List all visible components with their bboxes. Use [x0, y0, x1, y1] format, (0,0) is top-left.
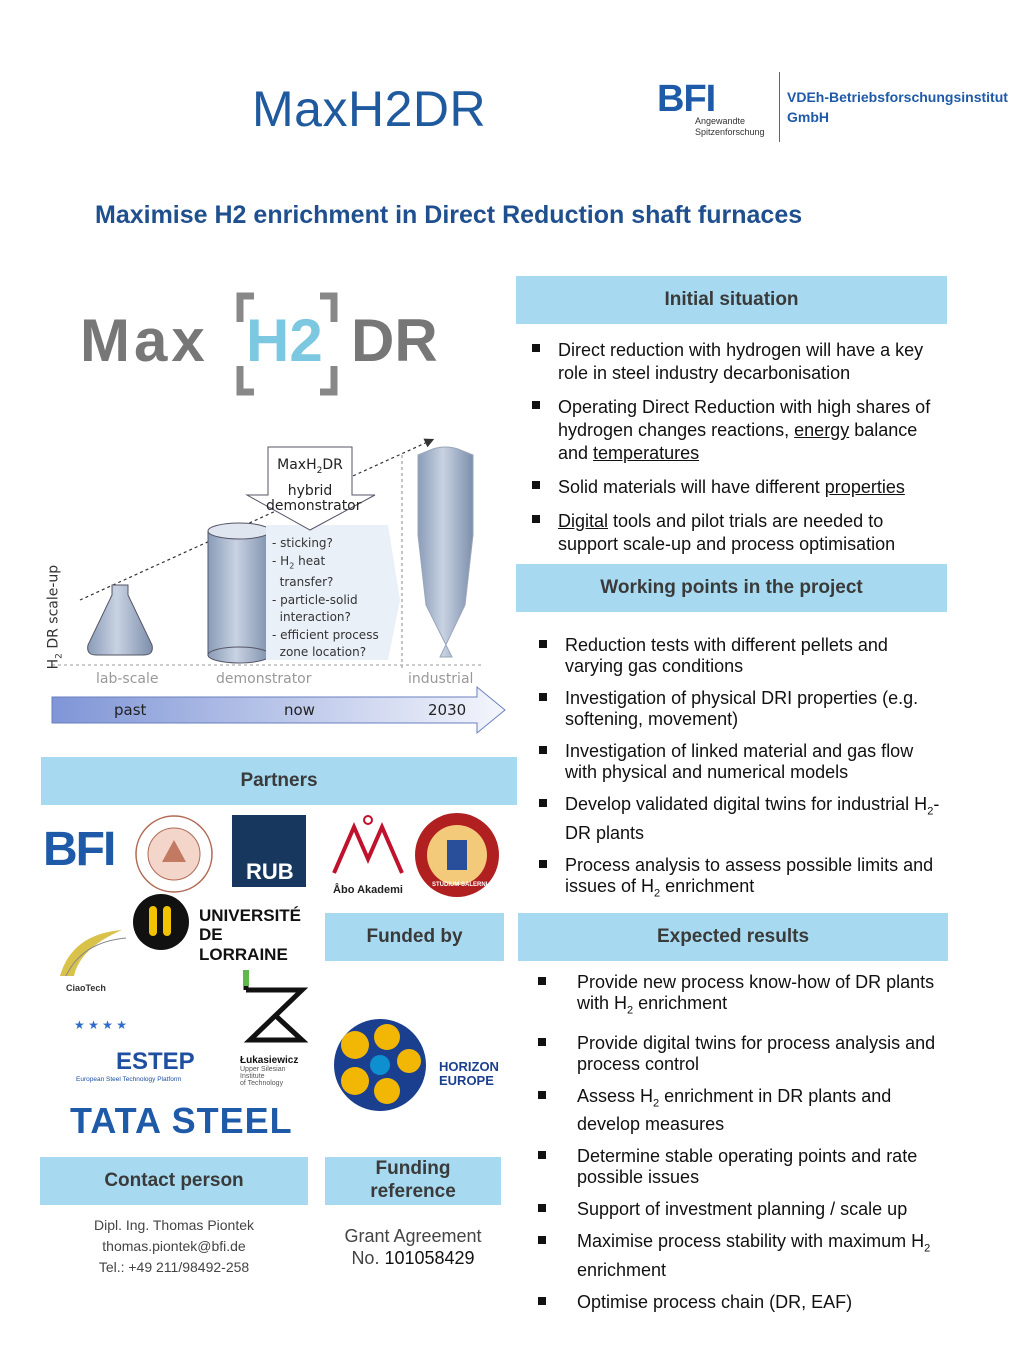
- item-underlined: temperatures: [593, 443, 700, 463]
- item-text: enrichment in DR plants and develop measures: [577, 1085, 892, 1135]
- list-item: Provide digital twins for process analysis and process control: [524, 1033, 944, 1075]
- partner-logo-tata: TATA STEEL: [70, 1100, 293, 1141]
- list-item: Direct reduction with hydrogen will have a key role in steel industry decarbonisation: [518, 339, 943, 385]
- partner-logo-abo-text: Åbo Akademi: [333, 884, 403, 896]
- time-now: now: [284, 701, 315, 719]
- partner-logo-ciaotech-text: CiaoTech: [66, 983, 106, 993]
- institute-name-2: GmbH: [787, 109, 829, 125]
- question-heat-sub: 2: [289, 560, 295, 570]
- institute-name-1: VDEh-Betriebsforschungsinstitut: [787, 89, 1008, 105]
- horizon-text-1: HORIZON: [439, 1059, 499, 1074]
- item-text: enrichment: [633, 993, 728, 1013]
- working-points-heading: Working points in the project: [516, 564, 947, 612]
- list-item: [518, 510, 943, 556]
- partner-logo-santanna: [128, 812, 220, 896]
- diagram-questions: - sticking? - $H_2$ heat transfer? - particle-solid interaction? - efficient process zone location?: [272, 536, 379, 660]
- horizon-europe-logo: [325, 1015, 505, 1115]
- item-underlined: properties: [824, 477, 905, 497]
- list-item: Support of investment planning / scale up: [524, 1199, 944, 1220]
- bfi-header-logo: [655, 72, 1008, 147]
- question-heat-c: transfer?: [279, 575, 334, 590]
- grant-number-value: 101058429: [384, 1248, 475, 1268]
- partner-logo-bfi: [43, 822, 114, 877]
- demonstrator-cylinder: [208, 531, 270, 655]
- contact-email[interactable]: thomas.piontek@bfi.de: [102, 1238, 246, 1254]
- question-sticking: sticking?: [280, 536, 333, 550]
- item-text: Develop validated digital twins for industrial H: [565, 794, 928, 814]
- contact-details: [40, 1215, 308, 1278]
- question-heat-a: H: [280, 553, 290, 568]
- header-divider: [779, 72, 780, 142]
- partner-logo-rub: [232, 815, 306, 887]
- list-item: Determine stable operating points and rate possible issues: [524, 1146, 944, 1188]
- list-item: [524, 972, 944, 1022]
- partners-heading: Partners: [41, 757, 517, 805]
- item-text: enrichment: [577, 1259, 667, 1280]
- grant-agreement-label: Grant Agreement: [344, 1226, 482, 1246]
- partner-logo-lorraine: [133, 894, 308, 964]
- list-item: Reduction tests with different pellets and varying gas conditions: [525, 635, 945, 677]
- question-particle-a: particle-solid: [280, 592, 358, 607]
- partner-logo-lorraine-line2: DE LORRAINE: [199, 925, 288, 964]
- y-axis-label-a: H: [45, 658, 62, 670]
- page-title: MaxH2DR: [252, 81, 487, 137]
- item-underlined: Digital: [558, 511, 609, 531]
- list-item: [524, 1231, 944, 1281]
- horizon-text-2: EUROPE: [439, 1073, 494, 1088]
- callout-line3: demonstrator: [266, 498, 362, 514]
- y-axis-label: [46, 529, 65, 669]
- bfi-tagline-1: Angewandte: [695, 116, 746, 126]
- list-item: Optimise process chain (DR, EAF): [524, 1292, 944, 1313]
- grant-number-prefix: No.: [351, 1248, 385, 1268]
- partner-logo-lorraine-line1: UNIVERSITÉ: [199, 906, 302, 925]
- lab-flask: [88, 585, 153, 655]
- bfi-tagline-2: Spitzenforschung: [695, 127, 765, 137]
- item-text: Maximise process stability with maximum H: [577, 1231, 925, 1252]
- project-logo-max: Max: [80, 307, 209, 374]
- project-logo: [80, 292, 440, 396]
- partner-logo-lukasiewicz-text: Łukasiewicz: [240, 1055, 299, 1066]
- list-item: Investigation of linked material and gas flow with physical and numerical models: [525, 741, 945, 783]
- partner-logo-lukasiewicz-sub3: of Technology: [240, 1080, 284, 1087]
- item-text: tools and pilot trials are needed to support scale-up and process optimisation: [558, 511, 896, 554]
- contact-name: Dipl. Ing. Thomas Piontek: [93, 1217, 255, 1233]
- list-item: [525, 855, 945, 905]
- funded-by-heading: Funded by: [325, 913, 504, 961]
- bfi-mark: BFI: [657, 78, 716, 120]
- question-zone-b: zone location?: [279, 645, 367, 660]
- callout-sub: 2: [316, 465, 323, 476]
- contact-heading: Contact person: [40, 1157, 308, 1205]
- item-text: -DR plants: [565, 794, 940, 843]
- expected-results-heading: Expected results: [518, 913, 948, 961]
- item-text: Provide new process know-how of DR plants with H: [577, 972, 935, 1013]
- list-item: [518, 396, 943, 465]
- industrial-furnace: [418, 447, 473, 657]
- item-sub: 2: [924, 1242, 931, 1255]
- partner-logo-lukasiewicz-sub2: Institute: [240, 1073, 265, 1080]
- grant-number: [325, 1247, 501, 1269]
- item-text: Solid materials will have different: [558, 477, 825, 497]
- stage-industrial: industrial: [408, 671, 474, 687]
- item-sub: 2: [653, 1097, 660, 1110]
- partner-logo-estep-text: ESTEP: [116, 1048, 195, 1075]
- working-points-list: [525, 635, 945, 915]
- partner-logo-estep: ★ ★ ★ ★ ESTEP European Steel Technology Platform: [74, 1018, 195, 1083]
- partner-logo-ciaotech: [52, 928, 132, 994]
- item-sub: 2: [627, 1004, 634, 1017]
- stage-lab: lab-scale: [96, 671, 159, 687]
- project-logo-dr: DR: [351, 307, 438, 374]
- item-sub: 2: [927, 805, 934, 818]
- scale-up-diagram: [40, 435, 510, 735]
- list-item: [524, 1086, 944, 1136]
- expected-results-list: [524, 972, 944, 1324]
- callout-line1-end: DR: [322, 457, 343, 473]
- y-axis-label-b: DR scale-up: [45, 564, 62, 654]
- item-text: Operating Direct Reduction with high shares of hydrogen changes reactions,: [558, 397, 931, 440]
- question-zone-a: efficient process: [280, 627, 379, 642]
- callout-line1: MaxH: [277, 457, 317, 473]
- question-heat-b: heat: [294, 553, 326, 568]
- item-text: Assess H: [577, 1085, 654, 1106]
- partner-logo-salerno: [414, 812, 500, 898]
- partner-logo-abo: [328, 815, 408, 895]
- stage-demonstrator: demonstrator: [216, 671, 312, 687]
- funding-reference-details: [325, 1225, 501, 1269]
- initial-situation-heading: Initial situation: [516, 276, 947, 324]
- partner-logo-lukasiewicz: [240, 970, 315, 1090]
- partner-logo-rub-text: RUB: [246, 859, 294, 884]
- item-text: balance and: [558, 420, 918, 463]
- item-underlined: energy: [794, 420, 850, 440]
- partner-logo-estep-sub: European Steel Technology Platform: [76, 1076, 182, 1083]
- contact-phone: Tel.: +49 211/98492-258: [98, 1259, 250, 1275]
- item-text: enrichment: [660, 875, 755, 896]
- callout-line2: hybrid: [287, 482, 333, 499]
- item-text: Process analysis to assess possible limits and issues of H: [565, 854, 934, 896]
- list-item: [518, 476, 943, 499]
- item-sub: 2: [654, 887, 661, 900]
- y-axis-label-sub: 2: [54, 653, 65, 659]
- page-subtitle: Maximise H2 enrichment in Direct Reduction shaft furnaces: [95, 201, 803, 229]
- list-item: Investigation of physical DRI properties (e.g. softening, movement): [525, 688, 945, 730]
- partner-logo-salerno-text: STUDIUM SALERNI: [432, 882, 488, 888]
- partner-logo-lukasiewicz-sub1: Upper Silesian: [240, 1066, 286, 1073]
- initial-situation-list: [518, 339, 943, 567]
- project-logo-h2: H2: [246, 307, 323, 374]
- list-item: [525, 794, 945, 844]
- funding-reference-heading: Funding reference: [325, 1157, 501, 1205]
- partner-logo-bfi-text: BFI: [43, 823, 115, 876]
- time-past: past: [114, 701, 147, 719]
- question-particle-b: interaction?: [279, 610, 351, 625]
- time-2030: 2030: [428, 701, 467, 719]
